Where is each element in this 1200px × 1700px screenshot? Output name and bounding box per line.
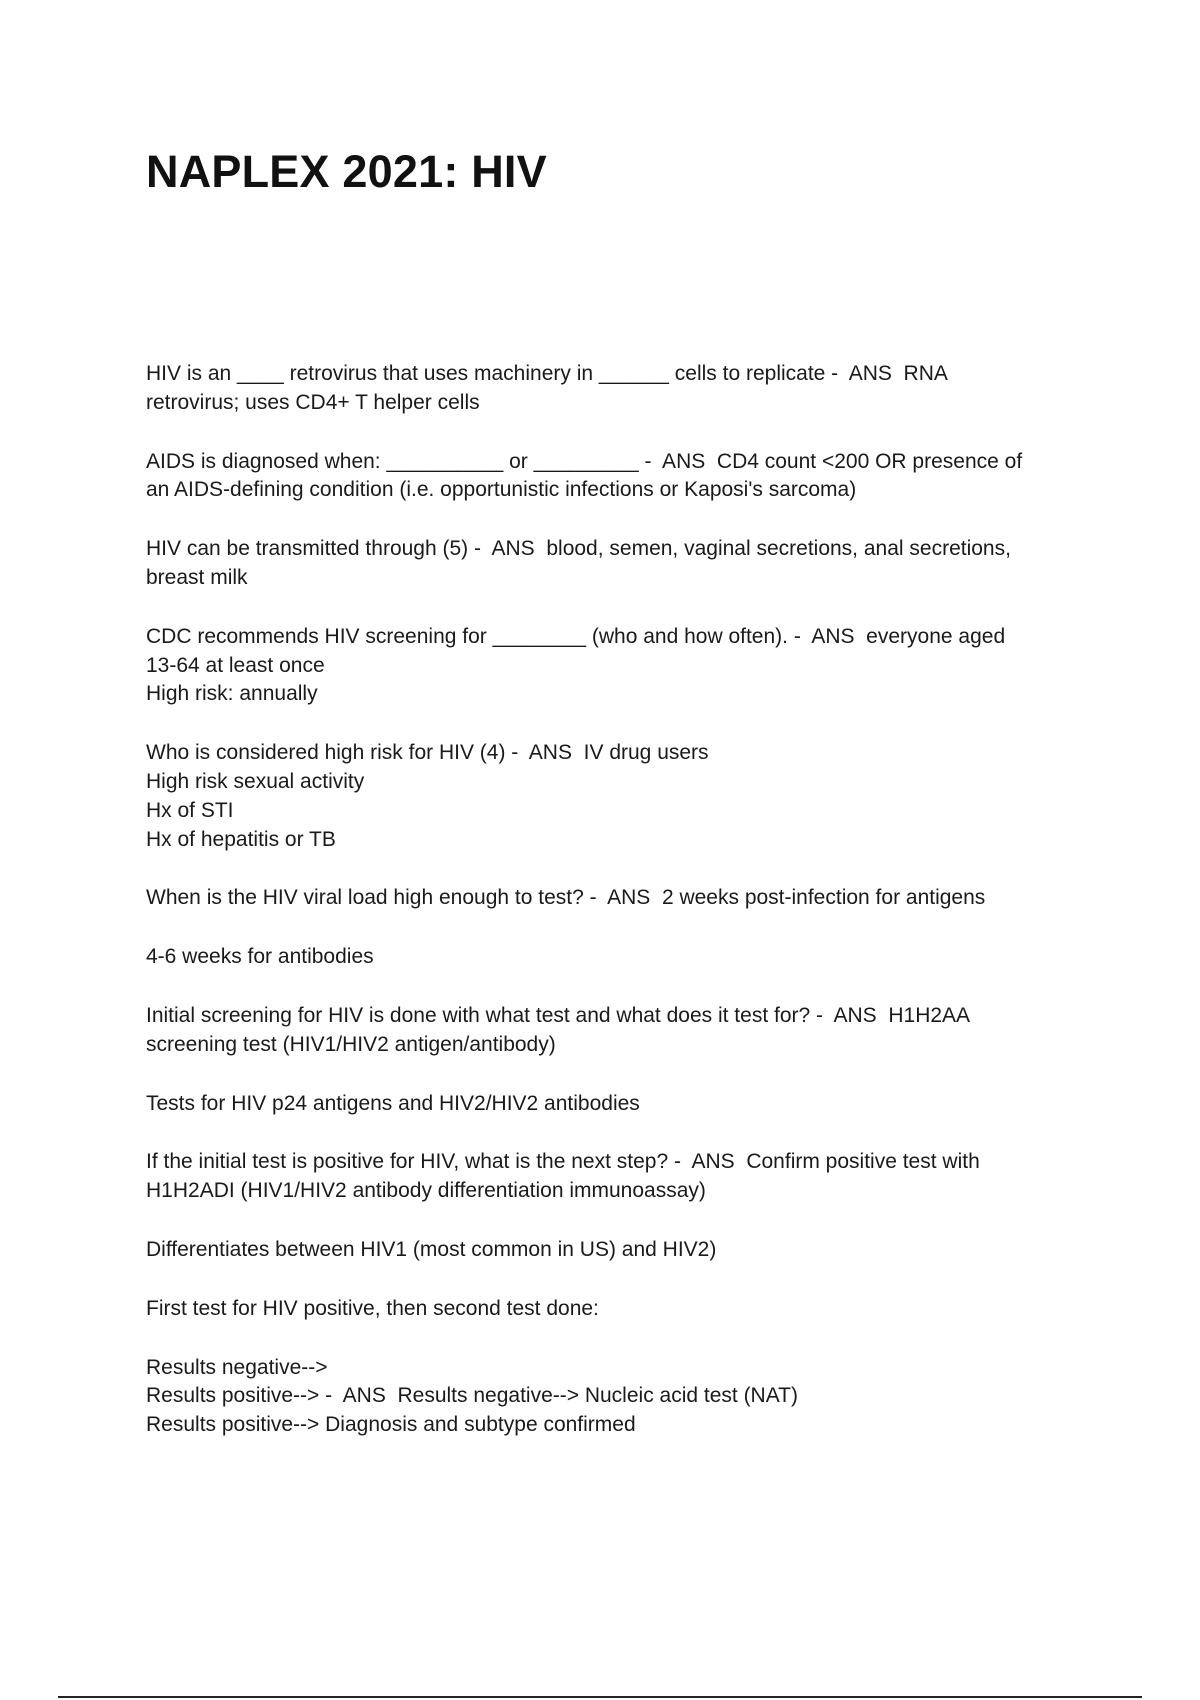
text-line: H1H2ADI (HIV1/HIV2 antibody differentiation immunoassay) — [146, 1179, 706, 1203]
text-line: Results positive--> - ANS Results negative--> Nucleic acid test (NAT) — [146, 1384, 798, 1408]
text-line: Differentiates between HIV1 (most common in US) and HIV2) — [146, 1237, 717, 1261]
text-line: screening test (HIV1/HIV2 antigen/antibody) — [146, 1032, 556, 1056]
flashcard-paragraph — [146, 535, 1086, 593]
text-line: When is the HIV viral load high enough to test? - ANS 2 weeks post-infection for antigens — [146, 886, 986, 910]
flashcard-paragraph — [146, 943, 1086, 972]
flashcard-paragraph — [146, 360, 1086, 418]
text-line: Hx of hepatitis or TB — [146, 827, 336, 851]
text-line: First test for HIV positive, then second test done: — [146, 1296, 599, 1320]
flashcard-paragraph — [146, 1002, 1086, 1060]
text-line: Who is considered high risk for HIV (4) - ANS IV drug users — [146, 741, 709, 765]
text-line: High risk sexual activity — [146, 769, 365, 793]
text-line: CDC recommends HIV screening for ________ (who and how often). - ANS everyone aged — [146, 624, 1006, 648]
text-line: Hx of STI — [146, 798, 234, 822]
text-line: Initial screening for HIV is done with what test and what does it test for? - ANS H1H2AA — [146, 1003, 971, 1027]
text-line: AIDS is diagnosed when: __________ or _________ - ANS CD4 count <200 OR presence of — [146, 449, 1023, 473]
flashcard-paragraph — [146, 1354, 1086, 1440]
document-body — [146, 360, 1086, 1470]
text-line: 4-6 weeks for antibodies — [146, 945, 374, 969]
flashcard-paragraph — [146, 1148, 1086, 1206]
text-line: an AIDS-defining condition (i.e. opportunistic infections or Kaposi's sarcoma) — [146, 478, 857, 502]
page-bottom-divider — [58, 1696, 1142, 1698]
flashcard-paragraph — [146, 1236, 1086, 1265]
page-title: NAPLEX 2021: HIV — [146, 146, 547, 197]
text-line: HIV is an ____ retrovirus that uses machinery in ______ cells to replicate - ANS RNA — [146, 362, 948, 385]
text-line: Results negative--> — [146, 1355, 328, 1379]
flashcard-paragraph — [146, 739, 1086, 854]
text-line: HIV can be transmitted through (5) - ANS blood, semen, vaginal secretions, anal secretions, — [146, 537, 1011, 561]
flashcard-paragraph — [146, 1090, 1086, 1119]
text-line: If the initial test is positive for HIV, what is the next step? - ANS Confirm positive test with — [146, 1150, 980, 1174]
flashcard-paragraph — [146, 884, 1086, 913]
text-line: Results positive--> Diagnosis and subtype confirmed — [146, 1413, 636, 1437]
flashcard-paragraph — [146, 448, 1086, 506]
flashcard-paragraph — [146, 623, 1086, 709]
text-line: Tests for HIV p24 antigens and HIV2/HIV2 antibodies — [146, 1091, 640, 1115]
text-line: breast milk — [146, 565, 248, 589]
text-line: 13-64 at least once — [146, 653, 325, 677]
text-line: High risk: annually — [146, 682, 318, 706]
flashcard-paragraph — [146, 1295, 1086, 1324]
text-line: retrovirus; uses CD4+ T helper cells — [146, 390, 480, 414]
